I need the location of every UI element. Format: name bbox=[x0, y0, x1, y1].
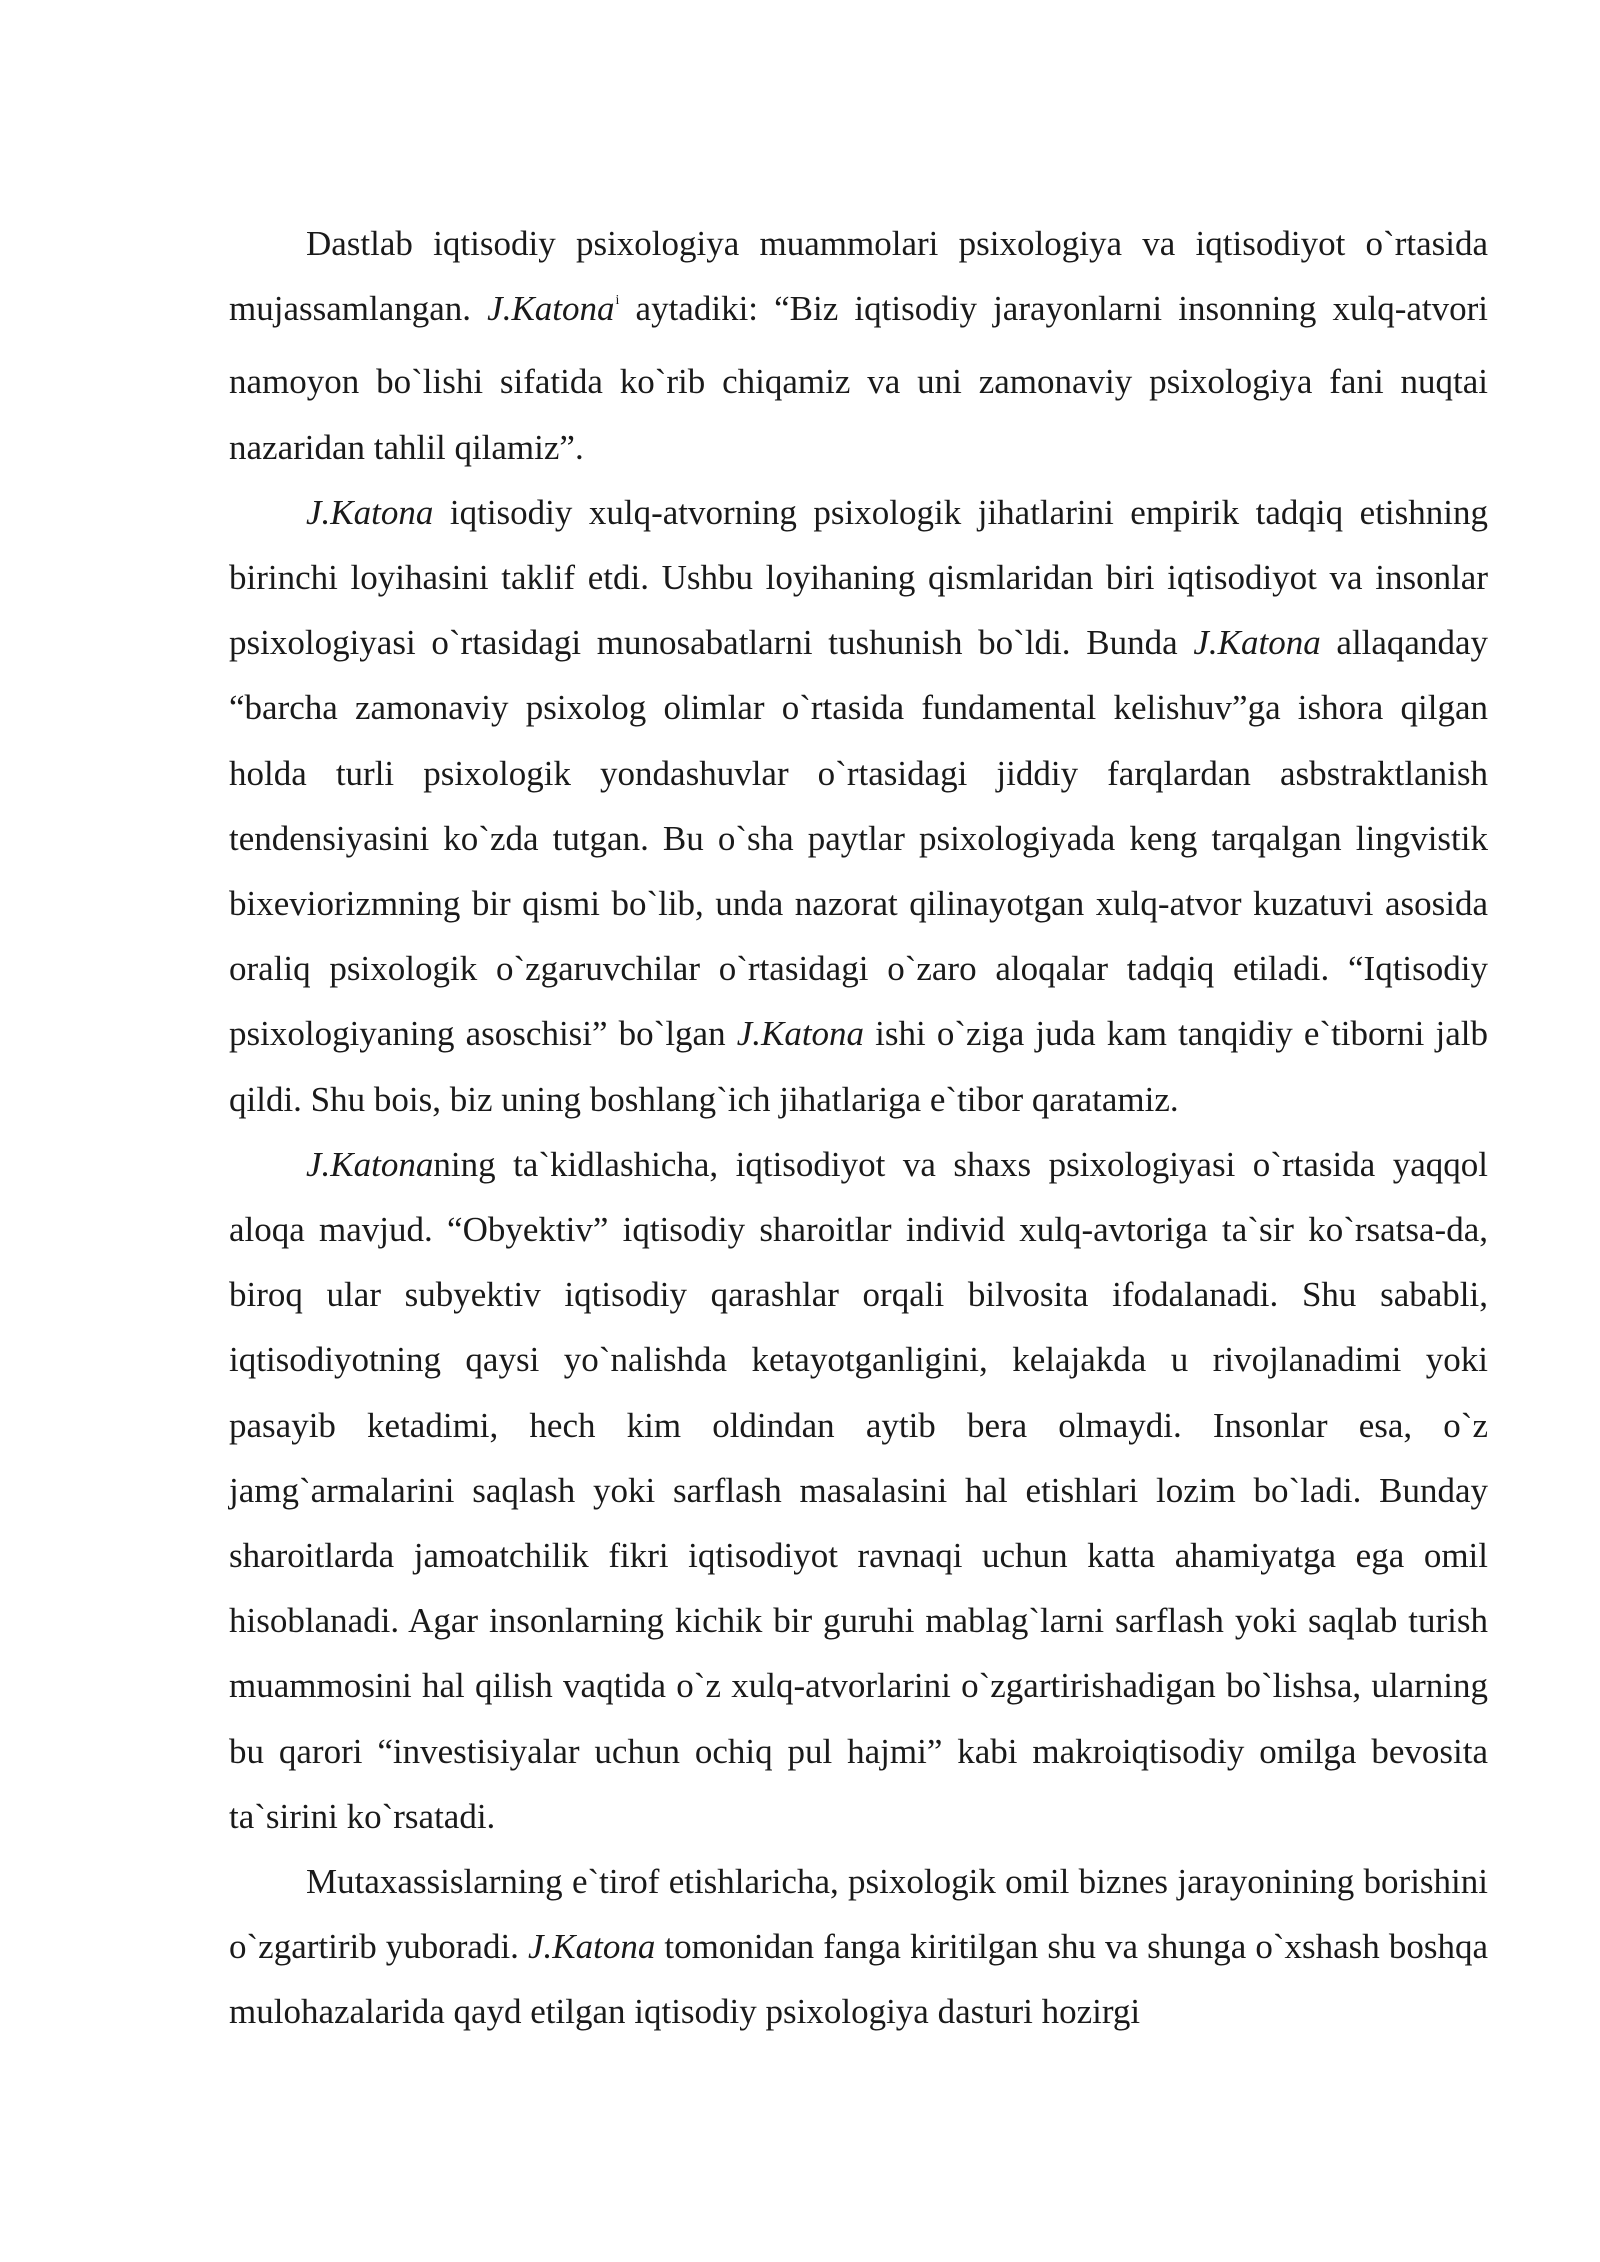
text-run: tomonidan fanga kiritilgan shu va shunga o`xshash boshqa mulohazalarida qayd etilgan iqtisodiy psixologiya dasturi hozirgi bbox=[229, 1927, 1488, 2032]
text-run: allaqanday “barcha zamonaviy psixolog olimlar o`rtasida fundamental kelishuv”ga ishora qilgan holda turli psixologik yondashuvlar o`rtasidagi jiddiy farqlardan asbstraktlanish tendensiyasini ko`zda tutgan. Bu o`sha paytlar psixologiyada keng tarqalgan lingvistik bixeviorizmning bir qismi bo`lib, unda nazorat qilinayotgan xulq-atvor kuzatuvi asosida oraliq psixologik o`zgaruvchilar o`rtasidagi o`zaro aloqalar tadqiq etiladi. “Iqtisodiy psixologiyaning asoschisi” bo`lgan bbox=[229, 623, 1489, 1054]
document-body bbox=[229, 211, 1488, 2045]
text-run: iqtisodiy xulq-atvorning psixologik jihatlarini empirik tadqiq etishning birinchi loyihasini taklif etdi. Ushbu loyihaning qismlaridan biri iqtisodiyot va insonlar psixologiyasi o`rtasidagi munosabatlarni tushunish bo`ldi. Bunda bbox=[229, 492, 1488, 663]
paragraph-1 bbox=[229, 211, 1488, 480]
author-name: J.Katona bbox=[528, 1927, 656, 1967]
text-run: Dastlab iqtisodiy psixologiya muammolari psixologiya va iqtisodiyot o`rtasida mujassamlangan. bbox=[229, 224, 1488, 329]
paragraph-2 bbox=[229, 480, 1488, 1132]
author-name: J.Katona bbox=[736, 1014, 865, 1054]
text-run: ishi o`ziga juda kam tanqidiy e`tiborni jalb qildi. Shu bois, biz uning boshlang`ich jihatlariga e`tibor qaratamiz. bbox=[229, 1014, 1488, 1119]
text-run: ning ta`kidlashicha, iqtisodiyot va shaxs psixologiyasi o`rtasida yaqqol aloqa mavjud. “Obyektiv” iqtisodiy sharoitlar individ xulq-avtoriga ta`sir ko`rsatsa-da, biroq ular subyektiv iqtisodiy qarashlar orqali bilvosita ifodalanadi. Shu sababli, iqtisodiyotning qaysi yo`nalishda ketayotganligini, kelajakda u rivojlanadimi yoki pasayib ketadimi, hech kim oldindan aytib bera olmaydi. Insonlar esa, o`z jamg`armalarini saqlash yoki sarflash masalasini hal etishlari lozim bo`ladi. Bunday sharoitlarda jamoatchilik fikri iqtisodiyot ravnaqi uchun katta ahamiyatga ega omil hisoblanadi. Agar insonlarning kichik bir guruhi mablag`larni sarflash yoki saqlab turish muammosini hal qilish vaqtida o`z xulq-atvorlarini o`zgartirishadigan bo`lishsa, ularning bu qarori “investisiyalar uchun ochiq pul hajmi” kabi makroiqtisodiy omilga bevosita ta`sirini ko`rsatadi. bbox=[229, 1144, 1488, 1836]
author-name: J.Katona bbox=[306, 1144, 434, 1184]
footnote-marker[interactable]: i bbox=[615, 293, 620, 309]
author-name: J.Katona bbox=[487, 289, 615, 329]
paragraph-4 bbox=[229, 1849, 1488, 2045]
paragraph-3 bbox=[229, 1132, 1488, 1849]
author-name: J.Katona bbox=[306, 492, 434, 532]
author-name: J.Katona bbox=[1193, 623, 1321, 663]
text-run: Mutaxassislarning e`tirof etishlaricha, psixologik omil biznes jarayonining borishini o`zgartirib yuboradi. bbox=[229, 1862, 1488, 1967]
text-run: aytadiki: “Biz iqtisodiy jarayonlarni insonning xulq-atvori namoyon bo`lishi sifatida ko`rib chiqamiz va uni zamonaviy psixologiya fani nuqtai nazaridan tahlil qilamiz”. bbox=[229, 289, 1489, 467]
